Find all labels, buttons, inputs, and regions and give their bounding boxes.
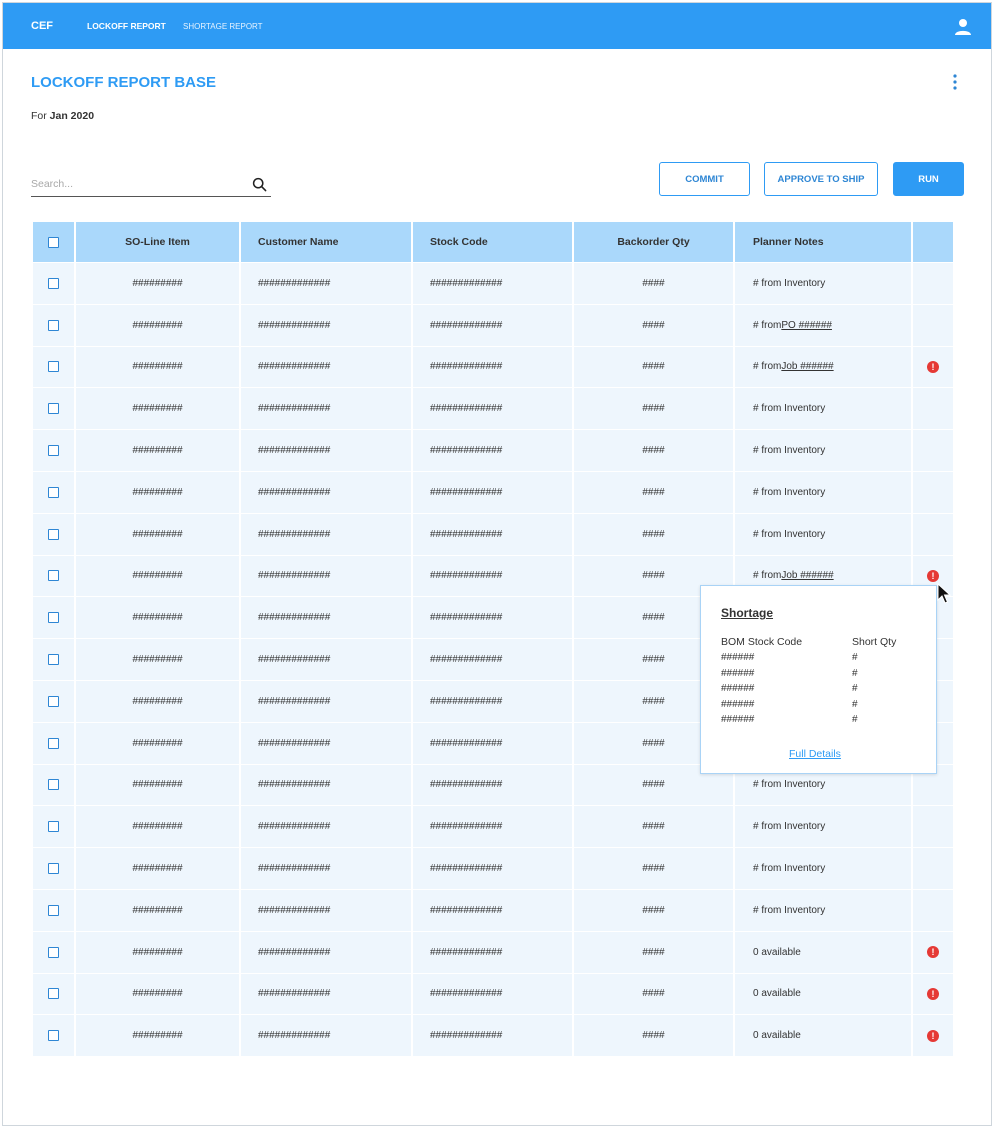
backorder-qty-cell: #### xyxy=(574,890,735,931)
short-qty: # xyxy=(852,683,858,694)
so-line-item-cell: ######### xyxy=(76,514,241,555)
planner-note-text: # from Inventory xyxy=(753,277,826,289)
so-line-item-cell: ######### xyxy=(76,347,241,388)
customer-name-cell: ############# xyxy=(241,848,413,889)
planner-note-link[interactable]: Job ###### xyxy=(781,570,834,582)
planner-note-text: # from xyxy=(753,570,782,582)
stock-code-cell: ############# xyxy=(413,639,574,680)
stock-code-cell: ############# xyxy=(413,765,574,806)
planner-note-link[interactable]: PO ###### xyxy=(781,319,832,331)
backorder-qty-cell: #### xyxy=(574,639,735,680)
brand-logo[interactable]: CEF xyxy=(31,20,53,32)
row-checkbox[interactable] xyxy=(48,738,59,749)
planner-notes-cell xyxy=(735,430,913,471)
commit-button[interactable]: COMMIT xyxy=(659,162,750,196)
alert-icon[interactable]: ! xyxy=(927,946,939,958)
bom-stock-code: ###### xyxy=(721,698,755,710)
customer-name-cell: ############# xyxy=(241,472,413,513)
backorder-qty-cell: #### xyxy=(574,1015,735,1056)
so-line-item-cell: ######### xyxy=(76,974,241,1015)
col-status xyxy=(913,222,953,262)
stock-code-cell: ############# xyxy=(413,681,574,722)
row-checkbox[interactable] xyxy=(48,361,59,372)
so-line-item-cell: ######### xyxy=(76,848,241,889)
nav-lockoff-report[interactable]: LOCKOFF REPORT xyxy=(87,21,166,31)
table-row[interactable] xyxy=(33,471,953,513)
backorder-qty-cell: #### xyxy=(574,597,735,638)
status-cell xyxy=(913,430,953,471)
row-checkbox[interactable] xyxy=(48,654,59,665)
customer-name-cell: ############# xyxy=(241,1015,413,1056)
table-header-row xyxy=(33,222,953,262)
customer-name-cell: ############# xyxy=(241,514,413,555)
alert-icon[interactable]: ! xyxy=(927,988,939,1000)
planner-notes-cell xyxy=(735,347,913,388)
customer-name-cell: ############# xyxy=(241,388,413,429)
backorder-qty-cell: #### xyxy=(574,263,735,304)
so-line-item-cell: ######### xyxy=(76,723,241,764)
row-select-cell xyxy=(33,514,76,555)
backorder-qty-cell: #### xyxy=(574,430,735,471)
so-line-item-cell: ######### xyxy=(76,765,241,806)
row-checkbox[interactable] xyxy=(48,403,59,414)
backorder-qty-cell: #### xyxy=(574,932,735,973)
more-vert-icon[interactable] xyxy=(949,73,961,91)
backorder-qty-cell: #### xyxy=(574,723,735,764)
bom-stock-code: ###### xyxy=(721,683,755,694)
bom-stock-code: ###### xyxy=(721,714,755,725)
short-qty: # xyxy=(852,652,858,663)
customer-name-cell: ############# xyxy=(241,639,413,680)
alert-icon[interactable]: ! xyxy=(927,361,939,373)
table-row[interactable] xyxy=(33,346,953,388)
popover-title: Shortage xyxy=(721,606,774,620)
status-cell xyxy=(913,347,953,388)
planner-note-text: 0 available xyxy=(753,1030,801,1042)
row-select-cell xyxy=(33,681,76,722)
planner-note-text: 0 available xyxy=(753,988,801,1000)
backorder-qty-cell: #### xyxy=(574,472,735,513)
planner-note-text: # from Inventory xyxy=(753,528,826,540)
popover-col-short-qty: Short Qty xyxy=(852,636,897,648)
row-select-cell xyxy=(33,430,76,471)
row-checkbox[interactable] xyxy=(48,988,59,999)
row-select-cell xyxy=(33,347,76,388)
status-cell xyxy=(913,806,953,847)
row-select-cell xyxy=(33,932,76,973)
planner-notes-cell xyxy=(735,932,913,973)
period-label: For xyxy=(31,110,47,122)
stock-code-cell: ############# xyxy=(413,430,574,471)
select-all-checkbox[interactable] xyxy=(48,237,59,248)
short-qty: # xyxy=(852,667,858,679)
row-checkbox[interactable] xyxy=(48,905,59,916)
table-row[interactable] xyxy=(33,1014,953,1056)
stock-code-cell: ############# xyxy=(413,890,574,931)
full-details-link[interactable]: Full Details xyxy=(789,748,841,760)
popover-col-bom: BOM Stock Code xyxy=(721,636,803,648)
backorder-qty-cell: #### xyxy=(574,388,735,429)
table-row[interactable] xyxy=(33,387,953,429)
row-select-cell xyxy=(33,765,76,806)
customer-name-cell: ############# xyxy=(241,305,413,346)
customer-name-cell: ############# xyxy=(241,681,413,722)
alert-icon[interactable]: ! xyxy=(927,570,939,582)
col-so-line-item[interactable]: SO-Line Item xyxy=(76,222,241,262)
row-select-cell xyxy=(33,806,76,847)
status-cell xyxy=(913,514,953,555)
row-checkbox[interactable] xyxy=(48,529,59,540)
customer-name-cell: ############# xyxy=(241,765,413,806)
planner-note-text: 0 available xyxy=(753,946,801,958)
stock-code-cell: ############# xyxy=(413,263,574,304)
customer-name-cell: ############# xyxy=(241,347,413,388)
row-checkbox[interactable] xyxy=(48,487,59,498)
so-line-item-cell: ######### xyxy=(76,681,241,722)
planner-note-text: # from xyxy=(753,361,782,373)
so-line-item-cell: ######### xyxy=(76,1015,241,1056)
table-row[interactable] xyxy=(33,931,953,973)
stock-code-cell: ############# xyxy=(413,932,574,973)
customer-name-cell: ############# xyxy=(241,890,413,931)
so-line-item-cell: ######### xyxy=(76,472,241,513)
customer-name-cell: ############# xyxy=(241,974,413,1015)
row-select-cell xyxy=(33,1015,76,1056)
user-icon[interactable] xyxy=(953,17,973,37)
row-select-cell xyxy=(33,263,76,304)
backorder-qty-cell: #### xyxy=(574,347,735,388)
status-cell xyxy=(913,388,953,429)
status-cell xyxy=(913,848,953,889)
so-line-item-cell: ######### xyxy=(76,890,241,931)
backorder-qty-cell: #### xyxy=(574,765,735,806)
nav-shortage-report[interactable]: SHORTAGE REPORT xyxy=(183,22,263,31)
planner-notes-cell xyxy=(735,305,913,346)
so-line-item-cell: ######### xyxy=(76,430,241,471)
stock-code-cell: ############# xyxy=(413,723,574,764)
row-checkbox[interactable] xyxy=(48,612,59,623)
short-qty: # xyxy=(852,714,858,725)
planner-notes-cell xyxy=(735,890,913,931)
row-select-cell xyxy=(33,723,76,764)
table-row[interactable] xyxy=(33,805,953,847)
planner-note-text: # from xyxy=(753,319,782,331)
row-checkbox[interactable] xyxy=(48,570,59,581)
so-line-item-cell: ######### xyxy=(76,597,241,638)
report-period xyxy=(31,110,94,122)
col-backorder-qty[interactable]: Backorder Qty xyxy=(574,222,735,262)
col-stock-code[interactable]: Stock Code xyxy=(413,222,574,262)
backorder-qty-cell: #### xyxy=(574,681,735,722)
status-cell xyxy=(913,890,953,931)
stock-code-cell: ############# xyxy=(413,806,574,847)
stock-code-cell: ############# xyxy=(413,347,574,388)
so-line-item-cell: ######### xyxy=(76,806,241,847)
planner-notes-cell xyxy=(735,806,913,847)
row-checkbox[interactable] xyxy=(48,863,59,874)
row-checkbox[interactable] xyxy=(48,947,59,958)
so-line-item-cell: ######### xyxy=(76,305,241,346)
stock-code-cell: ############# xyxy=(413,974,574,1015)
planner-note-text: # from Inventory xyxy=(753,904,826,916)
stock-code-cell: ############# xyxy=(413,556,574,597)
row-checkbox[interactable] xyxy=(48,779,59,790)
shortage-popover xyxy=(700,585,937,774)
table-row[interactable] xyxy=(33,513,953,555)
so-line-item-cell: ######### xyxy=(76,556,241,597)
row-select-cell xyxy=(33,639,76,680)
alert-icon[interactable]: ! xyxy=(927,1030,939,1042)
planner-notes-cell xyxy=(735,263,913,304)
so-line-item-cell: ######### xyxy=(76,263,241,304)
run-button[interactable]: RUN xyxy=(893,162,964,196)
planner-note-text: # from Inventory xyxy=(753,486,826,498)
planner-note-link[interactable]: Job ###### xyxy=(781,361,834,373)
search-input[interactable] xyxy=(31,172,241,190)
col-planner-notes[interactable]: Planner Notes xyxy=(735,222,913,262)
bom-stock-code: ###### xyxy=(721,652,755,663)
planner-note-text: # from Inventory xyxy=(753,403,826,415)
table-row[interactable] xyxy=(33,973,953,1015)
backorder-qty-cell: #### xyxy=(574,974,735,1015)
row-select-cell xyxy=(33,388,76,429)
table-row[interactable] xyxy=(33,889,953,931)
top-app-bar xyxy=(3,3,991,49)
planner-note-text: # from Inventory xyxy=(753,863,826,875)
stock-code-cell: ############# xyxy=(413,1015,574,1056)
customer-name-cell: ############# xyxy=(241,263,413,304)
search-box xyxy=(31,172,271,197)
backorder-qty-cell: #### xyxy=(574,514,735,555)
approve-to-ship-button[interactable]: APPROVE TO SHIP xyxy=(764,162,878,196)
status-cell xyxy=(913,932,953,973)
row-select-cell xyxy=(33,890,76,931)
planner-notes-cell xyxy=(735,848,913,889)
row-checkbox[interactable] xyxy=(48,278,59,289)
stock-code-cell: ############# xyxy=(413,472,574,513)
planner-note-text: # from Inventory xyxy=(753,445,826,457)
planner-notes-cell xyxy=(735,472,913,513)
row-checkbox[interactable] xyxy=(48,696,59,707)
backorder-qty-cell: #### xyxy=(574,556,735,597)
customer-name-cell: ############# xyxy=(241,556,413,597)
table-row[interactable] xyxy=(33,429,953,471)
customer-name-cell: ############# xyxy=(241,597,413,638)
stock-code-cell: ############# xyxy=(413,388,574,429)
planner-notes-cell xyxy=(735,514,913,555)
stock-code-cell: ############# xyxy=(413,305,574,346)
stock-code-cell: ############# xyxy=(413,848,574,889)
row-select-cell xyxy=(33,848,76,889)
backorder-qty-cell: #### xyxy=(574,806,735,847)
planner-note-text: # from Inventory xyxy=(753,779,826,791)
row-checkbox[interactable] xyxy=(48,445,59,456)
bom-stock-code: ###### xyxy=(721,667,755,679)
search-icon[interactable] xyxy=(252,177,267,192)
stock-code-cell: ############# xyxy=(413,597,574,638)
row-checkbox[interactable] xyxy=(48,1030,59,1041)
customer-name-cell: ############# xyxy=(241,430,413,471)
col-customer-name[interactable]: Customer Name xyxy=(241,222,413,262)
status-cell xyxy=(913,305,953,346)
row-checkbox[interactable] xyxy=(48,320,59,331)
header-select-cell xyxy=(33,222,76,262)
period-value: Jan 2020 xyxy=(49,110,95,122)
table-row[interactable] xyxy=(33,304,953,346)
row-select-cell xyxy=(33,305,76,346)
customer-name-cell: ############# xyxy=(241,723,413,764)
status-cell xyxy=(913,974,953,1015)
backorder-qty-cell: #### xyxy=(574,848,735,889)
row-select-cell xyxy=(33,597,76,638)
row-select-cell xyxy=(33,556,76,597)
status-cell xyxy=(913,263,953,304)
app-frame xyxy=(2,2,992,1126)
planner-notes-cell xyxy=(735,974,913,1015)
row-select-cell xyxy=(33,974,76,1015)
status-cell xyxy=(913,1015,953,1056)
status-cell xyxy=(913,472,953,513)
table-row[interactable] xyxy=(33,262,953,304)
so-line-item-cell: ######### xyxy=(76,388,241,429)
planner-notes-cell xyxy=(735,1015,913,1056)
backorder-qty-cell: #### xyxy=(574,305,735,346)
so-line-item-cell: ######### xyxy=(76,639,241,680)
table-row[interactable] xyxy=(33,847,953,889)
mouse-cursor-icon xyxy=(937,583,951,605)
planner-note-text: # from Inventory xyxy=(753,821,826,833)
page-title: LOCKOFF REPORT BASE xyxy=(31,74,217,91)
customer-name-cell: ############# xyxy=(241,932,413,973)
row-select-cell xyxy=(33,472,76,513)
so-line-item-cell: ######### xyxy=(76,932,241,973)
customer-name-cell: ############# xyxy=(241,806,413,847)
short-qty: # xyxy=(852,698,858,710)
planner-notes-cell xyxy=(735,388,913,429)
row-checkbox[interactable] xyxy=(48,821,59,832)
stock-code-cell: ############# xyxy=(413,514,574,555)
